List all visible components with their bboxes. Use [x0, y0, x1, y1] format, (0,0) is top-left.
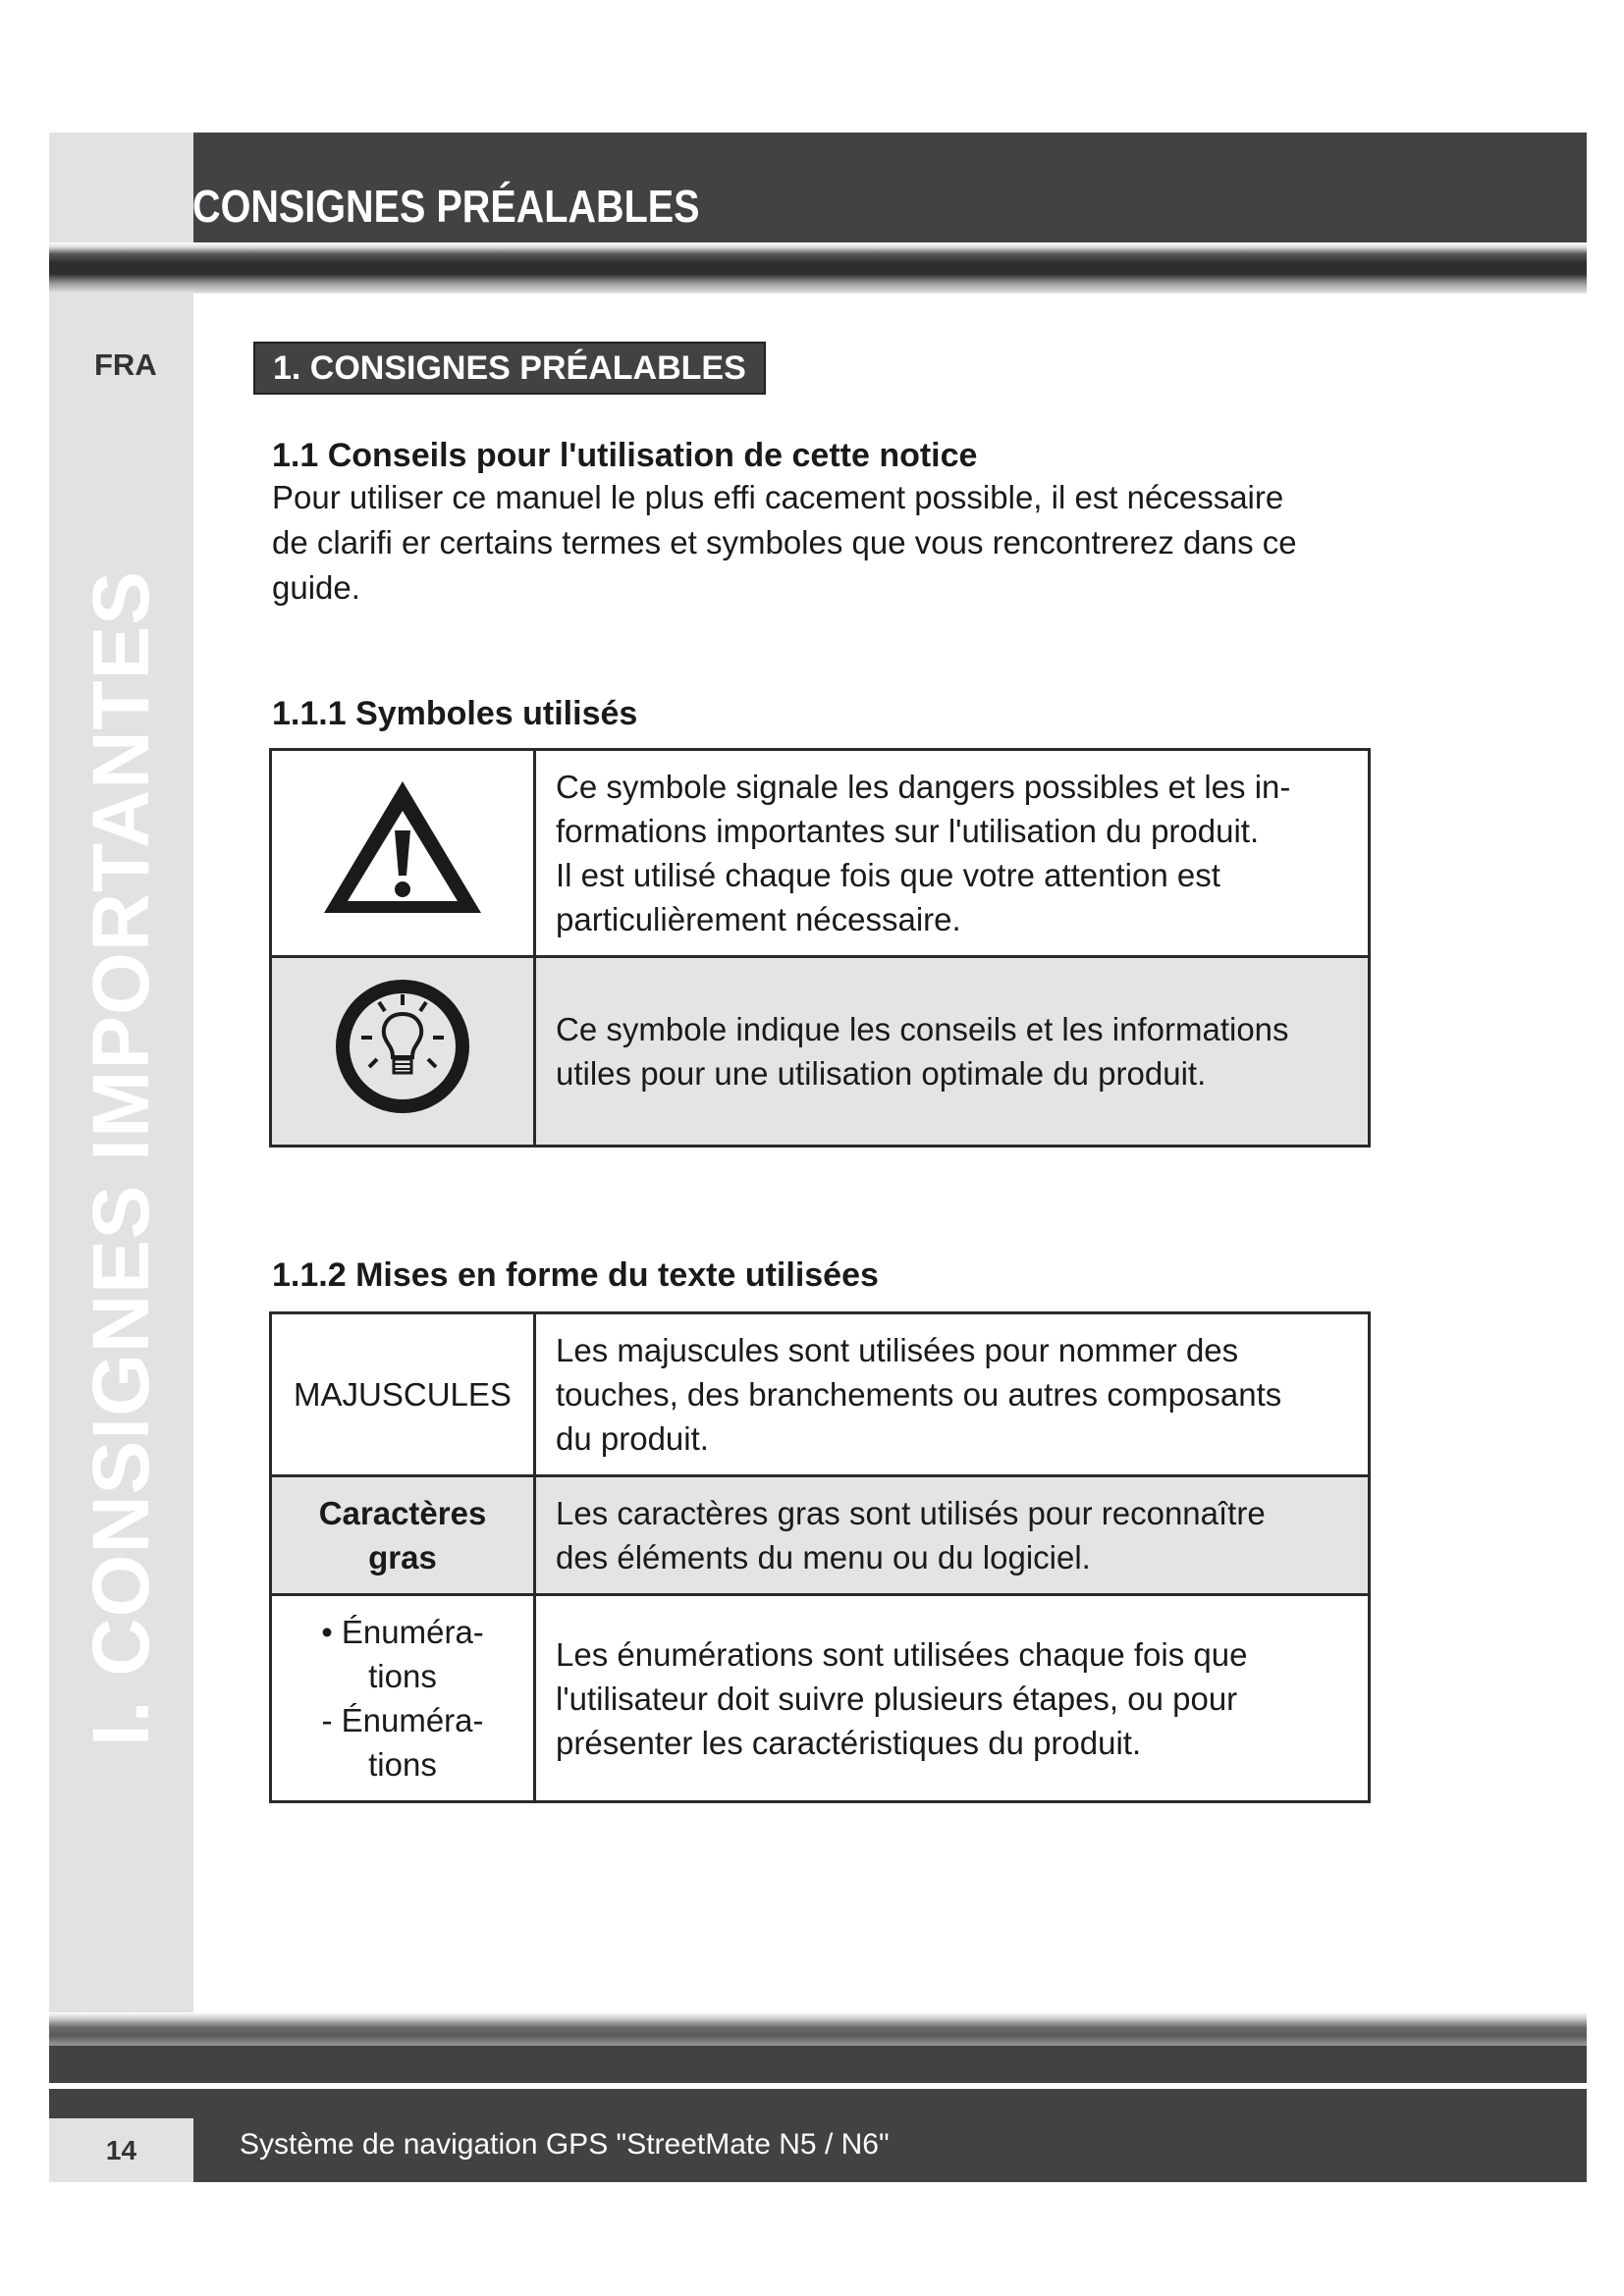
description-line: Ce symbole indique les conseils et les informations — [556, 1011, 1289, 1047]
table-row — [271, 1595, 1370, 1802]
label-line: - Énuméra- — [321, 1702, 484, 1738]
description-line: du produit. — [556, 1420, 709, 1457]
warning-triangle-icon — [314, 770, 491, 927]
table-row — [271, 1476, 1370, 1595]
footer-band — [49, 2046, 1587, 2083]
label-line: MAJUSCULES — [294, 1376, 512, 1413]
label-line: gras — [368, 1539, 437, 1575]
intro-line: de clarifi er certains termes et symboles que vous rencontrerez dans ce — [272, 524, 1297, 561]
heading-1-1: 1.1 Conseils pour l'utilisation de cette notice — [272, 437, 978, 474]
section-badge: 1. CONSIGNES PRÉALABLES — [253, 342, 766, 395]
label-line: • Énuméra- — [321, 1614, 484, 1650]
description-line: présenter les caractéristiques du produit. — [556, 1724, 1142, 1761]
description-line: Les caractères gras sont utilisés pour reconnaître — [556, 1495, 1266, 1531]
table-row — [271, 750, 1370, 957]
symbols-table — [269, 748, 1371, 1148]
intro-paragraph — [272, 475, 1381, 611]
footer-product-name: Système de navigation GPS "StreetMate N5 / N6" — [240, 2128, 890, 2161]
format-description — [535, 1476, 1370, 1595]
page-title: CONSIGNES PRÉALABLES — [192, 181, 700, 232]
heading-1-1-2: 1.1.2 Mises en forme du texte utilisées — [272, 1256, 879, 1294]
description-line: touches, des branchements ou autres composants — [556, 1376, 1282, 1413]
intro-line: Pour utiliser ce manuel le plus effi cacement possible, il est nécessaire — [272, 479, 1284, 515]
format-description — [535, 1313, 1370, 1476]
table-row — [271, 957, 1370, 1147]
symbol-cell — [271, 957, 535, 1147]
page-number: 14 — [49, 2118, 193, 2182]
header-divider — [49, 242, 1587, 294]
description-line: particulièrement nécessaire. — [556, 901, 961, 937]
description-line: Il est utilisé chaque fois que votre attention est — [556, 857, 1220, 893]
description-line: des éléments du menu ou du logiciel. — [556, 1539, 1091, 1575]
label-line: Caractères — [318, 1495, 487, 1531]
format-label — [271, 1476, 535, 1595]
footer-divider — [49, 2012, 1587, 2046]
description-line: Ce symbole signale les dangers possibles et les in- — [556, 769, 1291, 805]
lightbulb-icon — [324, 973, 481, 1120]
symbol-description — [535, 957, 1370, 1147]
intro-line: guide. — [272, 569, 360, 606]
format-label — [271, 1313, 535, 1476]
description-line: Les majuscules sont utilisées pour nommer des — [556, 1332, 1239, 1368]
table-row — [271, 1313, 1370, 1476]
heading-1-1-1: 1.1.1 Symboles utilisés — [272, 695, 638, 732]
description-line: utiles pour une utilisation optimale du produit. — [556, 1055, 1207, 1092]
language-label: FRA — [94, 347, 157, 382]
vertical-chapter-title — [59, 570, 185, 1746]
vertical-title-text: I. CONSIGNES IMPORTANTES — [77, 570, 166, 1746]
description-line: Les énumérations sont utilisées chaque fois que — [556, 1635, 1248, 1673]
symbol-description — [535, 750, 1370, 957]
format-description — [535, 1595, 1370, 1802]
format-label — [271, 1595, 535, 1802]
description-line: formations importantes sur l'utilisation du produit. — [556, 813, 1260, 849]
symbol-cell — [271, 750, 535, 957]
description-line: l'utilisateur doit suivre plusieurs étapes, ou pour — [556, 1680, 1238, 1717]
label-line: tions — [368, 1746, 437, 1783]
text-format-table — [269, 1311, 1371, 1803]
label-line: tions — [368, 1658, 437, 1694]
